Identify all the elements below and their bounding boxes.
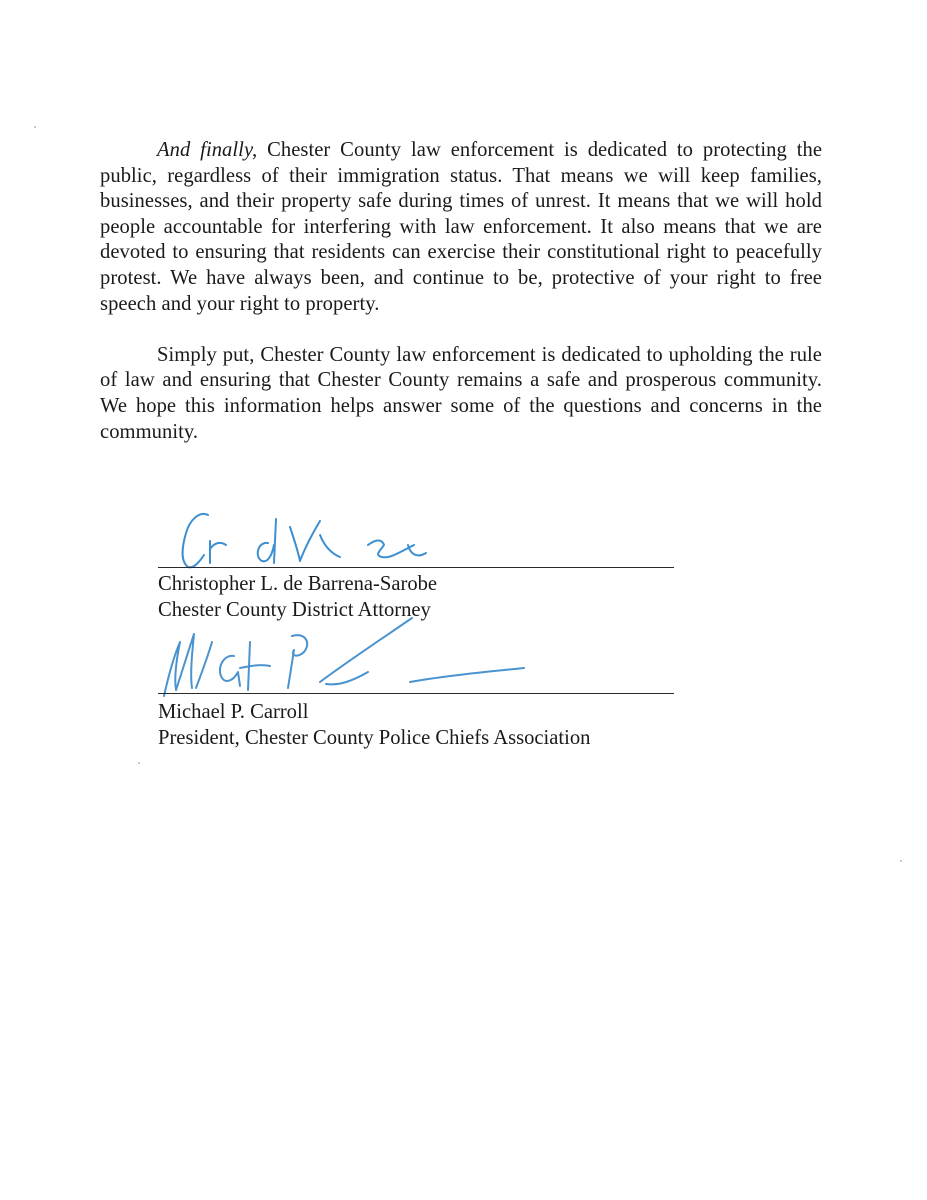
paragraph-lead: And finally, [157,139,258,161]
signature-block-police-chiefs [158,612,678,752]
scan-speck [138,762,140,764]
police-chiefs-president-signature [154,612,534,702]
signature-line [158,693,674,694]
scan-speck [34,126,36,128]
signature-block-district-attorney [158,505,678,625]
letter-body [100,138,822,445]
signatory-title: President, Chester County Police Chiefs Association [158,727,591,749]
paragraph-immigration [100,138,822,317]
paragraph-text: Chester County law enforcement is dedicated to protecting the public, regardless of their immigration status. That means we will keep families, businesses, and their property safe during times of unrest. It means that we will hold people accountable for interfering with law enforcement. It also means that we are devoted to ensuring that residents can exercise their constitutional right to peacefully protest. We have always been, and continue to be, protective of your right to free speech and your right to property. [100,139,823,315]
signature-line [158,567,674,568]
scan-speck [900,860,902,862]
signatory-name: Christopher L. de Barrena-Sarobe [158,573,438,595]
paragraph-summary: Simply put, Chester County law enforcement is dedicated to upholding the rule of law and ensuring that Chester County remains a safe and prosperous community. We hope this information helps answer some of the questions and concerns in the community. [100,343,822,443]
signatory-name: Michael P. Carroll [158,701,309,723]
signatory-title: Chester County District Attorney [158,599,431,621]
